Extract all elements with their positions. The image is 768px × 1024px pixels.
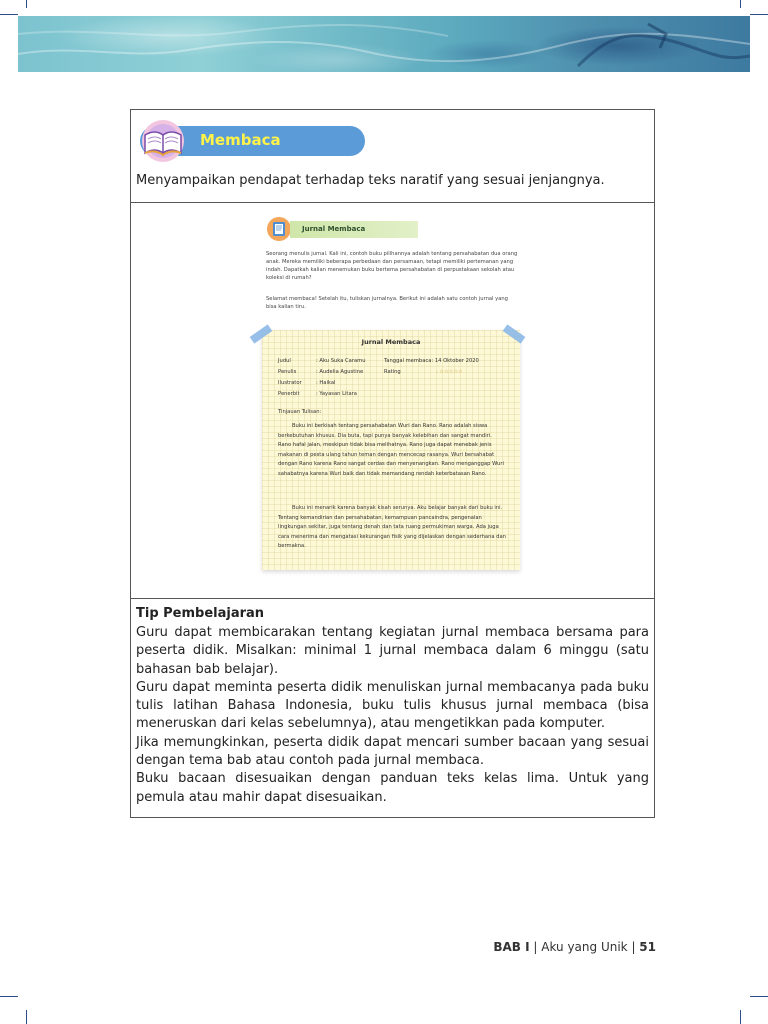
banner-waves-graphic — [18, 16, 750, 72]
illustration-paragraph: Seorang menulis jurnal. Kali ini, contoh buku pilihannya adalah tentang persahabatan dua orang anak. Mereka memiliki beberapa perbedaan dan persamaan, tetapi memiliki pertemanan yang indah. Dapatkah kalian menemukan buku bertema persahabatan di perpustakaan sekolah atau koleksi di rumah? — [266, 251, 518, 281]
note-label: Penulis — [278, 369, 297, 375]
crop-mark — [26, 1010, 27, 1024]
note-rating: : ☆☆☆☆☆ — [436, 369, 463, 375]
note-value: : Audelia Agustine — [316, 369, 364, 375]
page-number: 51 — [639, 940, 656, 954]
chapter-label: BAB I — [493, 940, 530, 954]
crop-mark — [750, 14, 768, 15]
tip-paragraph: Jika memungkinkan, peserta didik dapat mencari sumber bacaan yang sesuai dengan tema bab atau contoh pada jurnal membaca. — [136, 734, 649, 769]
section-title: Membaca — [200, 131, 281, 149]
page-footer — [493, 940, 656, 954]
note-value: : Yayasan Litara — [316, 391, 357, 397]
crop-mark — [0, 14, 18, 15]
objective-cell — [130, 109, 655, 203]
note-label: Judul — [278, 358, 291, 364]
note-review: Buku ini menarik karena banyak kisah serunya. Aku belajar banyak dari buku ini. Tentang kemandirian dan persahabatan, kemampuan pancaindra, pengenalan lingkungan sekitar, juga tentang denah dan tata ruang permukiman warga. Ada juga cara menerima dan mengatasi kekurangan fisik yang dijelaskan dengan sederhana dan bermakna. — [278, 505, 506, 550]
note-review: Buku ini berkisah tentang persahabatan Wuri dan Rano. Rano adalah siswa berkebutuhan khusus. Dia buta, tapi punya banyak kelebihan dan sangat mandiri. Rano hafal jalan, meskipun tidak bisa melihatnya. Rano juga dapat menebak jenis makanan di pesta ulang tahun teman dengan mencecap rasanya. Wuri bersahabat dengan Rano karena Rano sangat cerdas dan menyenangkan. Rano menganggap Wuri sahabatnya karena Wuri baik dan tidak memandang rendah keterbatasan Rano. — [278, 423, 504, 477]
journal-note — [262, 330, 520, 570]
tip-paragraph: Guru dapat membicarakan tentang kegiatan jurnal membaca bersama para peserta didik. Misalkan: minimal 1 jurnal membaca dalam 6 minggu (satu bahasan bab belajar). — [136, 625, 649, 677]
footer-separator: | — [627, 940, 640, 954]
note-value: : Aku Suka Caramu — [316, 358, 366, 364]
illustration-tag: Jurnal Membaca — [290, 221, 418, 238]
note-label: Rating — [384, 369, 401, 375]
tip-title: Tip Pembelajaran — [136, 606, 265, 621]
note-title: Jurnal Membaca — [361, 338, 421, 346]
crop-mark — [750, 996, 768, 997]
note-review-label: Tinjauan Tulisan: — [278, 409, 322, 415]
section-description: Menyampaikan pendapat terhadap teks naratif yang sesuai jenjangnya. — [136, 173, 605, 188]
tip-paragraph: Buku bacaan disesuaikan dengan panduan teks kelas lima. Untuk yang pemula atau mahir dapat disesuaikan. — [136, 771, 649, 805]
note-label: Penerbit — [278, 391, 300, 397]
crop-mark — [26, 0, 27, 8]
crop-mark — [740, 1010, 741, 1024]
tip-paragraph: Guru dapat meminta peserta didik menuliskan jurnal membacanya pada buku tulis latihan Bahasa Indonesia, buku tulis khusus jurnal membaca (bisa meneruskan dari kelas sebelumnya), atau mengetikkan pada komputer. — [136, 679, 649, 732]
note-label: Ilustrator — [278, 380, 302, 386]
tip-body — [136, 624, 649, 807]
note-value: : Haikal — [316, 380, 336, 386]
header-banner — [18, 16, 750, 72]
crop-mark — [740, 0, 741, 8]
crop-mark — [0, 996, 18, 997]
chapter-title: Aku yang Unik — [541, 940, 628, 954]
illustration-paragraph: Selamat membaca! Setelah itu, tuliskan jurnalnya. Berikut ini adalah satu contoh jurnal yang bisa kalian tiru. — [266, 296, 508, 310]
footer-separator: | — [529, 940, 542, 954]
open-book-icon — [139, 119, 187, 163]
note-date: Tanggal membaca: 14 Oktober 2020 — [384, 358, 479, 364]
